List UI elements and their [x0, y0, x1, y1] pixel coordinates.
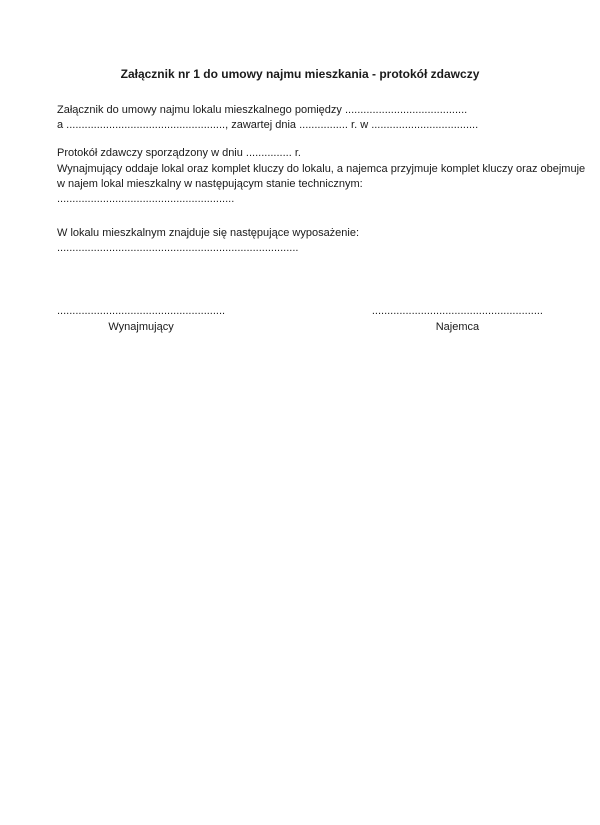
document-title: Załącznik nr 1 do umowy najmu mieszkania - protokół zdawczy — [120, 67, 480, 81]
equipment-paragraph — [57, 226, 543, 256]
protocol-line-date: Protokół zdawczy sporządzony w dniu ............... r. — [57, 147, 301, 160]
equipment-line-heading: W lokalu mieszkalnym znajduje się następujące wyposażenie: — [57, 227, 360, 240]
signature-tenant — [372, 304, 543, 335]
intro-line-date-place: a ...................................................., zawartej dnia ................ r. w ................................... — [57, 119, 479, 132]
signature-line-tenant: ........................................................ — [371, 304, 543, 317]
equipment-fill-field: ............................................................................... — [57, 242, 299, 255]
intro-paragraph — [57, 103, 543, 133]
protocol-line-handover-1: Wynajmujący oddaje lokal oraz komplet kluczy do lokalu, a najemca przyjmuje komplet kluczy oraz obejmuje — [57, 162, 586, 175]
signature-landlord — [57, 304, 225, 335]
protocol-paragraph — [57, 146, 586, 207]
technical-state-fill-field: .......................................................... — [57, 193, 235, 206]
document-content — [0, 0, 600, 335]
protocol-line-handover-2: w najem lokal mieszkalny w następującym stanie technicznym: — [57, 177, 363, 190]
signature-block — [57, 304, 543, 335]
intro-line-parties: Załącznik do umowy najmu lokalu mieszkalnego pomiędzy ........................................ — [57, 104, 468, 116]
signature-line-landlord: ....................................................... — [57, 304, 226, 317]
signature-label-tenant: Najemca — [435, 320, 480, 333]
signature-label-landlord: Wynajmujący — [108, 320, 174, 333]
